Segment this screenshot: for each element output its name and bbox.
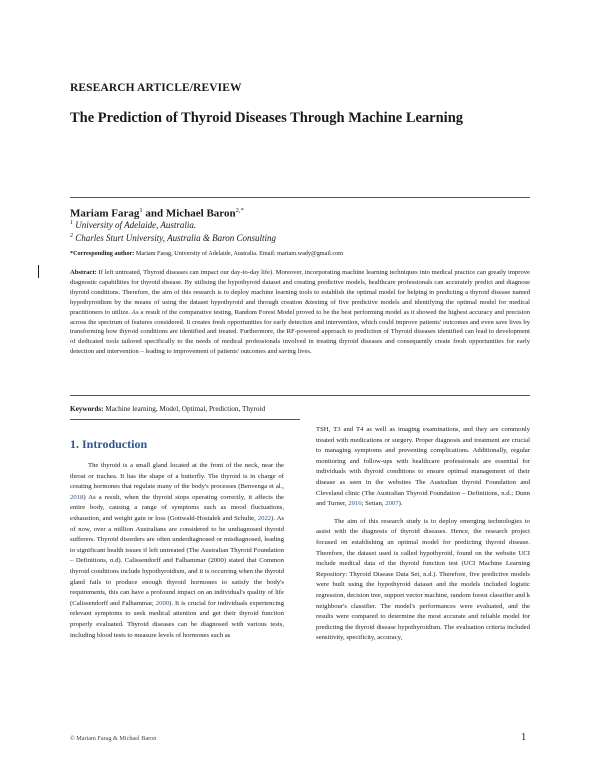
author-superscript: 2,* xyxy=(235,207,244,214)
author-conjunction: and xyxy=(142,207,166,220)
affiliation-text: Charles Sturt University, Australia & Baron Consulting xyxy=(73,233,277,243)
corresponding-label: *Corresponding author: xyxy=(70,250,135,257)
affiliation-number: 1 xyxy=(70,220,73,226)
abstract-text: If left untreated, Thyroid diseases can impact our day-to-day life). Moreover, incorporating machine learning techniques into medical practice can greatly improve diagnostic capabilities for thyroid disease. By utilising the hypothyroid dataset and creating predictive models, healthcare professionals can accurately predict and diagnose thyroid conditions. Therefore, the aim of this research is to deploy machine learning tools to establish the optimal model for helping in predicting a thyroid disease named hypothyroidism by the means of using the dataset hypothyroid and through creation &testing of five predictive models and identifying the optimal model for medical practitioners to utilize. As a result of the comparative testing, Random Forest Model proved to be the best performing model as it showed the highest accuracy and precision across the spectrum of features considered. It creates fresh opportunities for early detection and intervention, which could improve patients' outcomes and even save lives by transforming how thyroid conditions are identified and treated. Furthermore, the RF-powered approach to prediction of Thyroid diseases identified can lead to development of dedicated tools tailored specifically to the needs of medical professionals involved in treating thyroid diseases and consequently create fresh opportunities for early detection and intervention – leading to improvement of patients' outcomes and saving lives. xyxy=(70,269,530,356)
citation-link[interactable]: 2007 xyxy=(385,500,399,508)
text-cursor xyxy=(38,265,39,278)
left-column xyxy=(70,461,284,641)
page-number: 1 xyxy=(521,732,527,743)
corresponding-text: Mariam Farag, University of Adelaide, Australia. Email: mariam.wady@gmail.com xyxy=(134,250,343,257)
abstract-label: Abstract: xyxy=(70,269,97,276)
author-superscript: 1 xyxy=(139,207,143,214)
author-line xyxy=(70,207,244,220)
paragraph-text: ). It is crucial for individuals experiencing relevant symptoms to seek medical attention and get their thyroid function properly evaluated. Thyroid diseases can be diagnosed with various tests, including blood tests to measure levels of hormones such as xyxy=(70,599,284,639)
paragraph xyxy=(316,425,530,510)
keywords xyxy=(70,405,265,413)
paragraph xyxy=(70,461,284,641)
keywords-text: Machine learning, Model, Optimal, Prediction, Thyroid xyxy=(103,405,266,413)
citation-link[interactable]: 2022 xyxy=(257,514,272,522)
author-name[interactable]: Mariam Farag xyxy=(70,207,140,220)
paragraph-text: ; Setian, xyxy=(361,500,384,508)
paragraph-text: ) As a result, when the thyroid stops operating correctly, it affects the entire body, causing a range of symptoms such as mood fluctuations, exhaustion, and weight gain or loss (Gottwald-Hostalek and Schulte, xyxy=(70,493,284,522)
divider xyxy=(70,197,530,198)
affiliation xyxy=(70,220,196,230)
divider xyxy=(70,395,530,396)
divider xyxy=(70,419,300,420)
citation-link[interactable]: 2018 xyxy=(70,493,84,501)
paragraph-text: ). As of now, over a million Australians are considered to be undiagnosed thyroid sufferers. Thyroid disorders are often underdiagnosed or misdiagnosed, leading to significant health issues if left untreated (The Australian Thyroid Foundation – Definitions, n.d). Calissendorff and Falhammar (2000) stated that Common thyroid conditions include hypothyroidism, and it is occurring when the thyroid gland fails to produce enough thyroid hormones to satisfy the body's requirements, this can have a profound impact on an individual's quality of life (Calissendorff and Falhammar, xyxy=(70,514,285,607)
paragraph-text: ). xyxy=(398,500,403,508)
citation-link[interactable]: 2000 xyxy=(155,599,170,607)
corresponding-author xyxy=(70,250,343,257)
abstract xyxy=(70,268,530,357)
paper-title: The Prediction of Thyroid Diseases Through Machine Learning xyxy=(70,110,464,126)
section-heading: 1. Introduction xyxy=(70,437,148,451)
citation-link[interactable]: 2016 xyxy=(348,500,362,508)
author-name[interactable]: Michael Baron xyxy=(165,207,236,220)
paragraph-text: The thyroid is a small gland located at the front of the neck, near the throat or trachea. It has the shape of a butterfly. The thyroid is in charge of creating hormones that regulate many of the body's processes (Benvenga et al., xyxy=(70,462,284,491)
footer-copyright: © Mariam Farag & Michael Baron xyxy=(70,735,157,742)
article-category: RESEARCH ARTICLE/REVIEW xyxy=(70,82,242,94)
affiliation xyxy=(70,233,276,243)
affiliation-number: 2 xyxy=(70,233,73,239)
keywords-label: Keywords: xyxy=(70,405,104,413)
affiliation-text: University of Adelaide, Australia. xyxy=(73,220,197,230)
paragraph: The aim of this research study is to deploy emerging technologies to assist with the diagnosis of thyroid diseases. Hence, the research project focused on establishing an optimal model for predicting thyroid disease. Therefore, the dataset used is called hypothyroid, found on the website UCI include medical data of the thyroid function test (UCI Machine Learning Repository: Thyroid Disease Data Set, n.d.). Therefore, five predictive models were built using the hypothyroid dataset and the models included logistic regression, decision tree, support vector machine, random forest classifier and k neighbour's classifier. The model's performances were evaluated, and the results were compared to determine the most accurate and reliable model for predicting the thyroid disease hypothyroidism. The evaluation criteria included sensitivity, specificity, accuracy, xyxy=(316,517,530,642)
paragraph-text: TSH, T3 and T4 as well as imaging examinations, and they are commonly treated with medications or surgery. Proper diagnosis and treatment are crucial to managing symptoms and preventing complications. Additionally, regular monitoring and follow-ups with healthcare professionals are essential for individuals with thyroid conditions to ensure optimal management of their disease as seen in the websites The Australian thyroid Foundation and Cleveland clinic (The Australian Thyroid Foundation – Definitions, n.d.; Dunn and Turner, xyxy=(316,426,530,508)
right-column xyxy=(316,425,530,644)
